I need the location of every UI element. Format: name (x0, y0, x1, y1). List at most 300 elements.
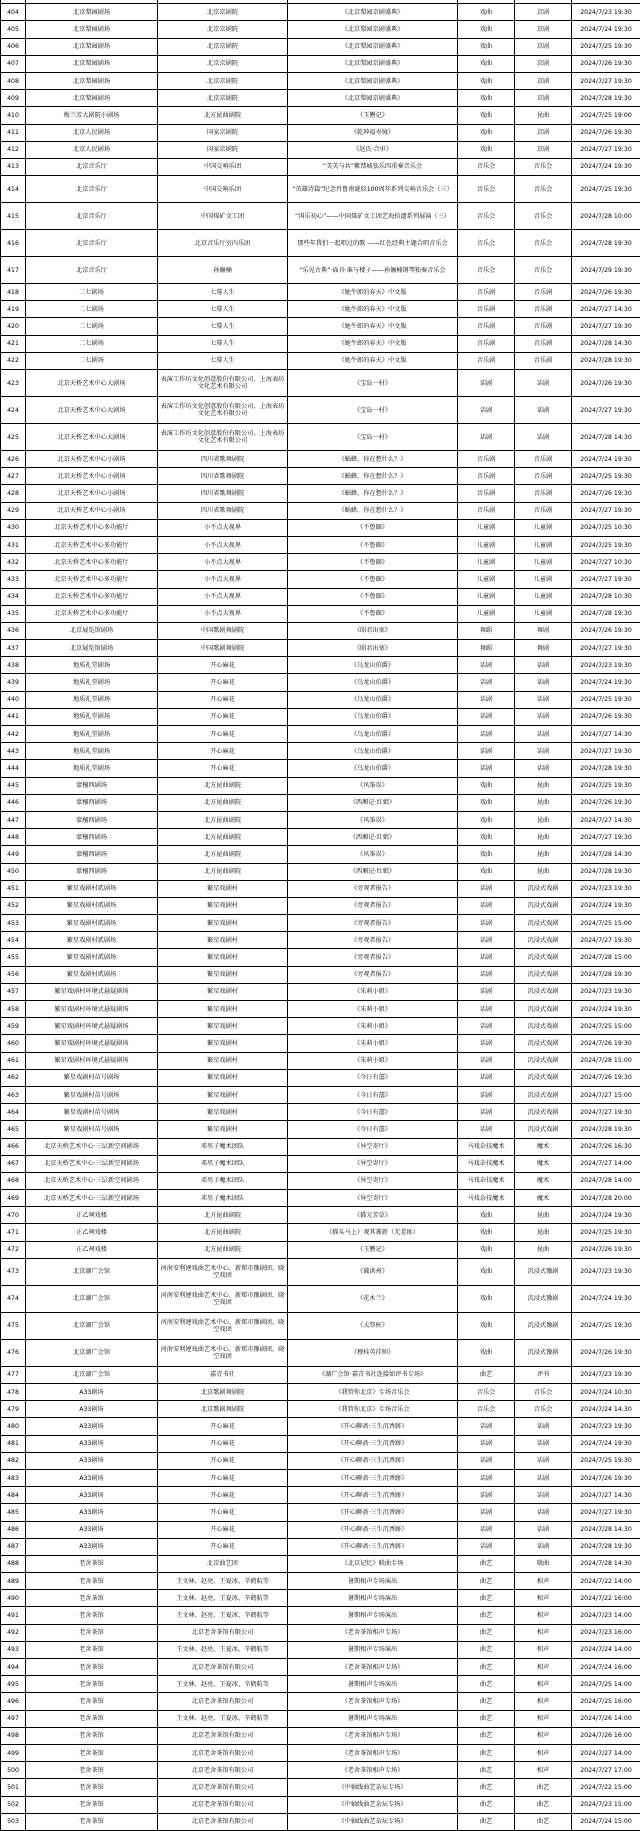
table-row (1, 1469, 640, 1486)
program-title-cell: 那些年我们一起唱过的歌 ——红色经典主题合唱音乐会 (288, 230, 458, 257)
category-cell: 戏曲 (458, 4, 515, 21)
program-title-cell: 《宝岛一村》 (288, 397, 458, 424)
venue-cell: 地质礼堂剧场 (26, 674, 158, 691)
show-time-cell: 2024/7/27 19:30 (572, 829, 640, 846)
table-row (1, 949, 640, 966)
show-time-cell: 2024/7/25 19:30 (572, 1224, 640, 1241)
row-number-cell: 481 (1, 1435, 26, 1452)
program-title-cell: 《中轴线曲艺杂坛专场》 (288, 1779, 458, 1796)
show-time-cell: 2024/7/28 19:30 (572, 863, 640, 880)
company-cell: 开心麻花 (158, 760, 288, 777)
show-time-cell: 2024/7/23 19:30 (572, 657, 640, 674)
row-number-cell: 459 (1, 1018, 26, 1035)
genre-cell: 昆曲 (515, 829, 572, 846)
venue-cell: 北京天桥艺术中心小剧场 (26, 451, 158, 468)
venue-cell: 蒙檀西剧场 (26, 863, 158, 880)
category-cell: 话剧 (458, 760, 515, 777)
venue-cell: 地质礼堂剧场 (26, 760, 158, 777)
row-number-cell: 498 (1, 1727, 26, 1744)
genre-cell: 相声 (515, 1727, 572, 1744)
genre-cell: 沉浸式戏剧 (515, 1035, 572, 1052)
table-row (1, 829, 640, 846)
venue-cell: 老舍茶馆 (26, 1779, 158, 1796)
venue-cell: 北京天桥艺术中心多功能厅 (26, 571, 158, 588)
company-cell: 北方昆曲剧院 (158, 829, 288, 846)
row-number-cell: 456 (1, 966, 26, 983)
genre-cell: 曲艺 (515, 1813, 572, 1830)
company-cell: 中国歌剧舞剧院 (158, 640, 288, 657)
row-number-cell: 448 (1, 829, 26, 846)
program-title-cell: 《玉簪记》 (288, 1241, 458, 1258)
table-row (1, 605, 640, 622)
genre-cell: 相声 (515, 1590, 572, 1607)
show-time-cell: 2024/7/27 14:00 (572, 1744, 640, 1761)
program-title-cell: 《描头马上》观其蓋新（无差练） (288, 1224, 458, 1241)
table-row (1, 1796, 640, 1813)
category-cell: 曲艺 (458, 1744, 515, 1761)
genre-cell: 相声 (515, 1573, 572, 1590)
category-cell: 音乐剧 (458, 335, 515, 352)
table-row (1, 1744, 640, 1761)
program-title-cell: 《蜗蜂，你在想什么？》 (288, 502, 458, 519)
row-number-cell: 414 (1, 176, 26, 203)
category-cell: 曲艺 (458, 1710, 515, 1727)
table-row (1, 640, 640, 657)
show-time-cell: 2024/7/27 14:30 (572, 1487, 640, 1504)
table-row (1, 536, 640, 553)
category-cell: 儿童剧 (458, 605, 515, 622)
venue-cell: 北京湖广会馆 (26, 1285, 158, 1312)
category-cell: 话剧 (458, 897, 515, 914)
category-cell: 话剧 (458, 397, 515, 424)
genre-cell: 相声 (515, 1659, 572, 1676)
company-cell: 开心麻花 (158, 674, 288, 691)
category-cell: 话剧 (458, 1001, 515, 1018)
venue-cell: 北京梨园剧场 (26, 38, 158, 55)
genre-cell: 沉浸式戏剧 (515, 915, 572, 932)
show-time-cell: 2024/7/27 19:30 (572, 397, 640, 424)
company-cell: 七幕人生 (158, 352, 288, 369)
genre-cell: 京剧 (515, 141, 572, 158)
venue-cell: 北京湖广会馆 (26, 1258, 158, 1285)
venue-cell: 老舍茶馆 (26, 1693, 158, 1710)
genre-cell: 沉浸式戏剧 (515, 1121, 572, 1138)
table-row (1, 257, 640, 284)
company-cell: 北方昆曲剧院 (158, 846, 288, 863)
company-cell: 开心麻花 (158, 691, 288, 708)
venue-cell: 正乙祠戏楼 (26, 1224, 158, 1241)
row-number-cell: 421 (1, 335, 26, 352)
program-title-cell: 《旁观者报告》 (288, 932, 458, 949)
venue-cell: 繁星戏剧村环境式悬疑剧场 (26, 1052, 158, 1069)
venue-cell: 二七剧场 (26, 301, 158, 318)
table-row (1, 230, 640, 257)
category-cell: 戏曲 (458, 811, 515, 828)
genre-cell: 沉浸式戏剧 (515, 1052, 572, 1069)
category-cell: 话剧 (458, 726, 515, 743)
table-row (1, 1521, 640, 1538)
row-number-cell: 442 (1, 726, 26, 743)
table-row (1, 1121, 640, 1138)
category-cell: 戏曲 (458, 124, 515, 141)
row-number-cell: 457 (1, 983, 26, 1000)
company-cell: 四川省歌舞剧院 (158, 485, 288, 502)
row-number-cell: 503 (1, 1813, 26, 1830)
category-cell: 戏曲 (458, 90, 515, 107)
venue-cell: 北京天桥艺术中心·三层新空间剧场 (26, 1138, 158, 1155)
program-title-cell: 《玉簪记》 (288, 107, 458, 124)
company-cell: 四川省歌舞剧院 (158, 502, 288, 519)
table-row (1, 1418, 640, 1435)
table-row (1, 107, 640, 124)
venue-cell: 老舍茶馆 (26, 1676, 158, 1693)
genre-cell: 话剧 (515, 1418, 572, 1435)
row-number-cell: 499 (1, 1744, 26, 1761)
row-number-cell: 486 (1, 1521, 26, 1538)
category-cell: 话剧 (458, 1086, 515, 1103)
row-number-cell: 441 (1, 708, 26, 725)
row-number-cell: 424 (1, 397, 26, 424)
row-number-cell: 437 (1, 640, 26, 657)
table-row (1, 1366, 640, 1383)
table-row (1, 1641, 640, 1658)
genre-cell: 沉浸式戏剧 (515, 1086, 572, 1103)
venue-cell: A33剧场 (26, 1435, 158, 1452)
show-time-cell: 2024/7/26 19:30 (572, 284, 640, 301)
venue-cell: 老舍茶馆 (26, 1813, 158, 1830)
row-number-cell: 446 (1, 794, 26, 811)
company-cell: 北方昆曲剧院 (158, 794, 288, 811)
venue-cell: 繁星戏剧村贰剧场 (26, 915, 158, 932)
genre-cell: 昆曲 (515, 811, 572, 828)
category-cell: 音乐会 (458, 158, 515, 175)
table-row (1, 1555, 640, 1572)
genre-cell: 音乐剧 (515, 451, 572, 468)
company-cell: 河南安利建戏曲艺术中心、新郑市豫剧团、晓空戏团 (158, 1339, 288, 1366)
row-number-cell: 502 (1, 1796, 26, 1813)
category-cell: 曲艺 (458, 1624, 515, 1641)
program-title-cell: 《她牛郎的春天》中文版 (288, 318, 458, 335)
program-title-cell: 《老舍茶馆相声专场》 (288, 1659, 458, 1676)
genre-cell: 舞剧 (515, 622, 572, 639)
company-cell: 开心麻花 (158, 1418, 288, 1435)
show-time-cell: 2024/7/27 19:30 (572, 1104, 640, 1121)
row-number-cell: 409 (1, 90, 26, 107)
genre-cell: 音乐会 (515, 1401, 572, 1418)
program-title-cell: 《乌龙山伯爵》 (288, 743, 458, 760)
company-cell: 王文林、赵亮、王夏冰、辛鹤航等 (158, 1676, 288, 1693)
row-number-cell: 493 (1, 1641, 26, 1658)
category-cell: 戏曲 (458, 141, 515, 158)
genre-cell: 沉浸式豫剧 (515, 1258, 572, 1285)
program-title-cell: 《开心聊斋·三生沉香跡》 (288, 1452, 458, 1469)
program-title-cell: 《朱莉小姐》 (288, 1018, 458, 1035)
show-time-cell: 2024/7/28 19:30 (572, 605, 640, 622)
row-number-cell: 485 (1, 1504, 26, 1521)
category-cell: 曲艺 (458, 1779, 515, 1796)
genre-cell: 相声 (515, 1624, 572, 1641)
genre-cell: 音乐会 (515, 176, 572, 203)
program-title-cell: “英雄诗篇”纪念肖鲁南诞辰100周年系列交响音乐会（三） (288, 176, 458, 203)
genre-cell: 京剧 (515, 21, 572, 38)
venue-cell: 蒙檀西剧场 (26, 777, 158, 794)
show-time-cell: 2024/7/22 14:00 (572, 1573, 640, 1590)
category-cell: 话剧 (458, 1069, 515, 1086)
venue-cell: 老舍茶馆 (26, 1710, 158, 1727)
genre-cell: 儿童剧 (515, 588, 572, 605)
venue-cell: 繁星戏剧村环境式悬疑剧场 (26, 1001, 158, 1018)
category-cell: 戏曲 (458, 38, 515, 55)
genre-cell: 话剧 (515, 760, 572, 777)
category-cell: 话剧 (458, 949, 515, 966)
category-cell: 曲艺 (458, 1693, 515, 1710)
row-number-cell: 452 (1, 897, 26, 914)
program-title-cell: 暑期相声专场演出 (288, 1676, 458, 1693)
company-cell: 表演工作坊文化创意股份有限公司、上海表坊文化艺术有限公司 (158, 370, 288, 397)
table-row (1, 622, 640, 639)
venue-cell: 老舍茶馆 (26, 1727, 158, 1744)
genre-cell: 魔术 (515, 1190, 572, 1207)
genre-cell: 沉浸式戏剧 (515, 1018, 572, 1035)
category-cell: 儿童剧 (458, 519, 515, 536)
venue-cell: 繁星戏剧村环境式悬疑剧场 (26, 1035, 158, 1052)
table-row (1, 1052, 640, 1069)
category-cell: 戏曲 (458, 1224, 515, 1241)
venue-cell: 老舍茶馆 (26, 1744, 158, 1761)
table-row (1, 1710, 640, 1727)
company-cell: 繁星戏剧村 (158, 932, 288, 949)
genre-cell: 昆曲 (515, 1207, 572, 1224)
program-title-cell: 《她牛郎的春天》中文版 (288, 335, 458, 352)
table-row (1, 1813, 640, 1830)
category-cell: 戏曲 (458, 1285, 515, 1312)
row-number-cell: 436 (1, 622, 26, 639)
company-cell: 七幕人生 (158, 301, 288, 318)
venue-cell: 北京天桥艺术中心大剧场 (26, 424, 158, 451)
category-cell: 音乐剧 (458, 352, 515, 369)
venue-cell: 老舍茶馆 (26, 1796, 158, 1813)
program-title-cell: 《旁观者报告》 (288, 915, 458, 932)
category-cell: 话剧 (458, 983, 515, 1000)
company-cell: 北京老舍茶馆有限公司 (158, 1659, 288, 1676)
row-number-cell: 450 (1, 863, 26, 880)
venue-cell: 北京天桥艺术中心大剧场 (26, 397, 158, 424)
show-time-cell: 2024/7/24 10:30 (572, 1384, 640, 1401)
category-cell: 话剧 (458, 915, 515, 932)
company-cell: 开心麻花 (158, 1538, 288, 1555)
show-time-cell: 2024/7/28 19:30 (572, 1121, 640, 1138)
show-time-cell: 2024/7/23 15:00 (572, 1796, 640, 1813)
venue-cell: 北京天桥艺术中心小剧场 (26, 485, 158, 502)
table-row (1, 708, 640, 725)
show-time-cell: 2024/7/25 19:30 (572, 536, 640, 553)
show-time-cell: 2024/7/27 14:30 (572, 726, 640, 743)
show-time-cell: 2024/7/26 19:30 (572, 622, 640, 639)
table-row (1, 301, 640, 318)
row-number-cell: 404 (1, 4, 26, 21)
category-cell: 戏曲 (458, 829, 515, 846)
table-row (1, 932, 640, 949)
row-number-cell: 461 (1, 1052, 26, 1069)
genre-cell: 沉浸式戏剧 (515, 1104, 572, 1121)
venue-cell: 地质礼堂剧场 (26, 657, 158, 674)
program-title-cell: “乐见古典”·面具·谁与楼子——孙俪楠钢琴独奏音乐会 (288, 257, 458, 284)
venue-cell: 地质礼堂剧场 (26, 708, 158, 725)
table-row (1, 203, 640, 230)
company-cell: 繁星戏剧村 (158, 1018, 288, 1035)
program-title-cell: 《北京梨园京剧盛典》 (288, 4, 458, 21)
show-time-cell: 2024/7/27 19:30 (572, 571, 640, 588)
company-cell: 北方昆曲剧院 (158, 1224, 288, 1241)
show-time-cell: 2024/7/26 19:30 (572, 1069, 640, 1086)
category-cell: 戏曲 (458, 72, 515, 89)
venue-cell: 北京音乐厅 (26, 158, 158, 175)
show-time-cell: 2024/7/26 19:30 (572, 55, 640, 72)
row-number-cell: 426 (1, 451, 26, 468)
show-time-cell: 2024/7/27 14:00 (572, 1155, 640, 1172)
category-cell: 话剧 (458, 743, 515, 760)
category-cell: 话剧 (458, 657, 515, 674)
row-number-cell: 500 (1, 1762, 26, 1779)
program-title-cell: 《风筝误》 (288, 846, 458, 863)
company-cell: 繁星戏剧村 (158, 966, 288, 983)
genre-cell: 音乐会 (515, 230, 572, 257)
genre-cell: 话剧 (515, 708, 572, 725)
row-number-cell: 412 (1, 141, 26, 158)
table-row (1, 21, 640, 38)
program-title-cell: 《破洪州》 (288, 1258, 458, 1285)
row-number-cell: 489 (1, 1573, 26, 1590)
company-cell: 繁星戏剧村 (158, 1035, 288, 1052)
venue-cell: 北京天桥艺术中心大剧场 (26, 370, 158, 397)
table-row (1, 1435, 640, 1452)
show-time-cell: 2024/7/28 19:30 (572, 1538, 640, 1555)
show-time-cell: 2024/7/24 19:30 (572, 897, 640, 914)
show-time-cell: 2024/7/27 19:30 (572, 640, 640, 657)
venue-cell: A33剧场 (26, 1469, 158, 1486)
category-cell: 曲艺 (458, 1366, 515, 1383)
category-cell: 曲艺 (458, 1555, 515, 1572)
genre-cell: 京剧 (515, 90, 572, 107)
program-title-cell: 《蜗蜂，你在想什么？》 (288, 451, 458, 468)
category-cell: 话剧 (458, 1504, 515, 1521)
company-cell: 中国交响乐团 (158, 158, 288, 175)
genre-cell: 沉浸式戏剧 (515, 880, 572, 897)
row-number-cell: 438 (1, 657, 26, 674)
program-title-cell: 《中轴线曲艺杂坛专场》 (288, 1813, 458, 1830)
category-cell: 音乐剧 (458, 468, 515, 485)
genre-cell: 魔术 (515, 1172, 572, 1189)
row-number-cell: 501 (1, 1779, 26, 1796)
show-time-cell: 2024/7/26 19:30 (572, 708, 640, 725)
venue-cell: 北京天桥艺术中心·三层新空间剧场 (26, 1190, 158, 1207)
row-number-cell: 465 (1, 1121, 26, 1138)
category-cell: 话剧 (458, 1487, 515, 1504)
show-time-cell: 2024/7/22 15:00 (572, 1779, 640, 1796)
company-cell: 北京老舍茶馆有限公司 (158, 1624, 288, 1641)
row-number-cell: 497 (1, 1710, 26, 1727)
company-cell: 北京音乐厅室内乐团 (158, 230, 288, 257)
show-time-cell: 2024/7/26 19:30 (572, 124, 640, 141)
table-row (1, 588, 640, 605)
row-number-cell: 479 (1, 1401, 26, 1418)
table-row (1, 1384, 640, 1401)
company-cell: 北京老舍茶馆有限公司 (158, 1779, 288, 1796)
company-cell: 小不点大视界 (158, 571, 288, 588)
show-time-cell: 2024/7/27 14:30 (572, 301, 640, 318)
table-row (1, 1190, 640, 1207)
genre-cell: 相声 (515, 1676, 572, 1693)
genre-cell: 昆曲 (515, 777, 572, 794)
category-cell: 话剧 (458, 1121, 515, 1138)
genre-cell: 沉浸式戏剧 (515, 932, 572, 949)
table-row (1, 1258, 640, 1285)
row-number-cell: 433 (1, 571, 26, 588)
row-number-cell: 429 (1, 502, 26, 519)
table-row (1, 370, 640, 397)
venue-cell: 北京天桥艺术中心·三层新空间剧场 (26, 1172, 158, 1189)
show-time-cell: 2024/7/25 19:30 (572, 176, 640, 203)
category-cell: 曲艺 (458, 1727, 515, 1744)
genre-cell: 音乐会 (515, 257, 572, 284)
company-cell: 河南安利建戏曲艺术中心、新郑市豫剧团、晓空戏团 (158, 1258, 288, 1285)
company-cell: 中国交响乐团 (158, 176, 288, 203)
table-row (1, 72, 640, 89)
company-cell: 表演工作坊文化创意股份有限公司、上海表坊文化艺术有限公司 (158, 424, 288, 451)
venue-cell: 北京梨园剧场 (26, 55, 158, 72)
category-cell: 戏曲 (458, 107, 515, 124)
table-row (1, 1172, 640, 1189)
program-title-cell: 《老舍茶馆相声专场》 (288, 1744, 458, 1761)
venue-cell: 繁星戏剧村环境式悬疑剧场 (26, 1018, 158, 1035)
genre-cell: 话剧 (515, 657, 572, 674)
category-cell: 音乐剧 (458, 502, 515, 519)
program-title-cell: 《乾坤福寿镜》 (288, 124, 458, 141)
table-row (1, 468, 640, 485)
table-row (1, 485, 640, 502)
venue-cell: 北京湖广会馆 (26, 1312, 158, 1339)
show-time-cell: 2024/7/25 15:00 (572, 1018, 640, 1035)
venue-cell: 北京音乐厅 (26, 203, 158, 230)
show-time-cell: 2024/7/28 14:30 (572, 335, 640, 352)
category-cell: 戏曲 (458, 21, 515, 38)
venue-cell: 北京天桥艺术中心·三层新空间剧场 (26, 1155, 158, 1172)
row-number-cell: 416 (1, 230, 26, 257)
table-row (1, 1693, 640, 1710)
genre-cell: 京剧 (515, 38, 572, 55)
show-time-cell: 2024/7/27 19:30 (572, 72, 640, 89)
table-row (1, 1779, 640, 1796)
venue-cell: 老舍茶馆 (26, 1659, 158, 1676)
table-row (1, 1155, 640, 1172)
company-cell: 开心麻花 (158, 657, 288, 674)
show-time-cell: 2024/7/25 15:00 (572, 915, 640, 932)
row-number-cell: 478 (1, 1384, 26, 1401)
category-cell: 话剧 (458, 966, 515, 983)
category-cell: 戏曲 (458, 1241, 515, 1258)
category-cell: 话剧 (458, 1035, 515, 1052)
category-cell: 话剧 (458, 1418, 515, 1435)
table-row (1, 90, 640, 107)
row-number-cell: 406 (1, 38, 26, 55)
company-cell: 北方昆曲剧院 (158, 811, 288, 828)
program-title-cell: 《大祭桩》 (288, 1312, 458, 1339)
program-title-cell: 《乌龙山伯爵》 (288, 674, 458, 691)
company-cell: 繁星戏剧村 (158, 1086, 288, 1103)
company-cell: 北京老舍茶馆有限公司 (158, 1796, 288, 1813)
venue-cell: 老舍茶馆 (26, 1555, 158, 1572)
genre-cell: 话剧 (515, 1538, 572, 1555)
